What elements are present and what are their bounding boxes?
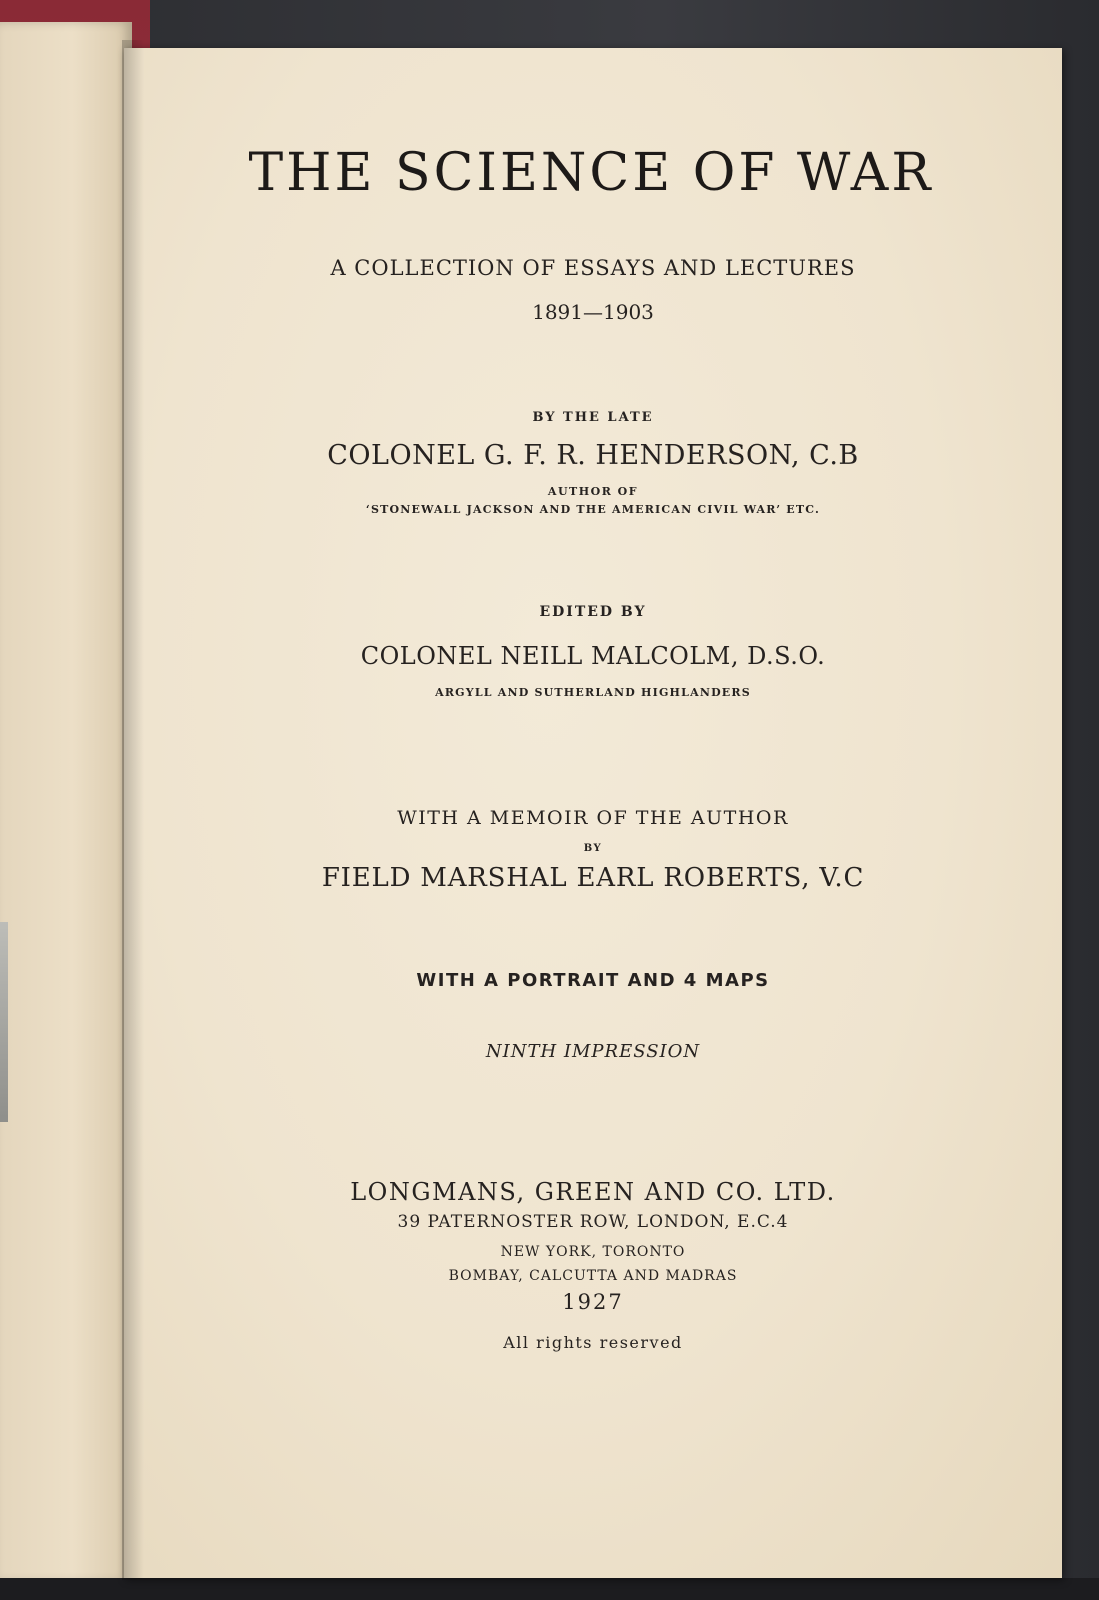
date-range: 1891—1903 [532,300,654,324]
book-subtitle: A COLLECTION OF ESSAYS AND LECTURES [330,256,856,280]
impression-note: NINTH IMPRESSION [485,1041,701,1062]
book-title: THE SCIENCE OF WAR [248,143,934,203]
publisher-address: 39 PATERNOSTER ROW, LONDON, E.C.4 [397,1212,789,1232]
publisher-cities-1: NEW YORK, TORONTO [500,1244,686,1260]
publisher-name: LONGMANS, GREEN AND CO. LTD. [350,1178,836,1206]
frontispiece-edge [0,922,8,1122]
memoir-author-name: FIELD MARSHAL EARL ROBERTS, V.C [321,863,865,893]
portrait-maps-note: WITH A PORTRAIT AND 4 MAPS [416,970,770,991]
author-of-label: AUTHOR OF [547,485,639,498]
title-page [124,48,1062,1578]
editor-regiment: ARGYLL AND SUTHERLAND HIGHLANDERS [435,686,751,699]
publisher-cities-2: BOMBAY, CALCUTTA AND MADRAS [448,1268,738,1284]
rights-notice: All rights reserved [503,1333,683,1352]
author-works: ‘STONEWALL JACKSON AND THE AMERICAN CIVIL WAR’ ETC. [365,503,821,516]
by-the-late-label: BY THE LATE [532,410,654,425]
publication-year: 1927 [562,1290,624,1314]
memoir-by-label: BY [583,843,603,854]
author-name: COLONEL G. F. R. HENDERSON, C.B [327,440,859,471]
page-gutter-shadow [122,40,144,1580]
editor-name: COLONEL NEILL MALCOLM, D.S.O. [360,642,826,670]
memoir-label: WITH A MEMOIR OF THE AUTHOR [397,807,789,829]
facing-page [0,22,132,1582]
edited-by-label: EDITED BY [539,604,647,620]
book-bottom-edge [0,1578,1099,1600]
